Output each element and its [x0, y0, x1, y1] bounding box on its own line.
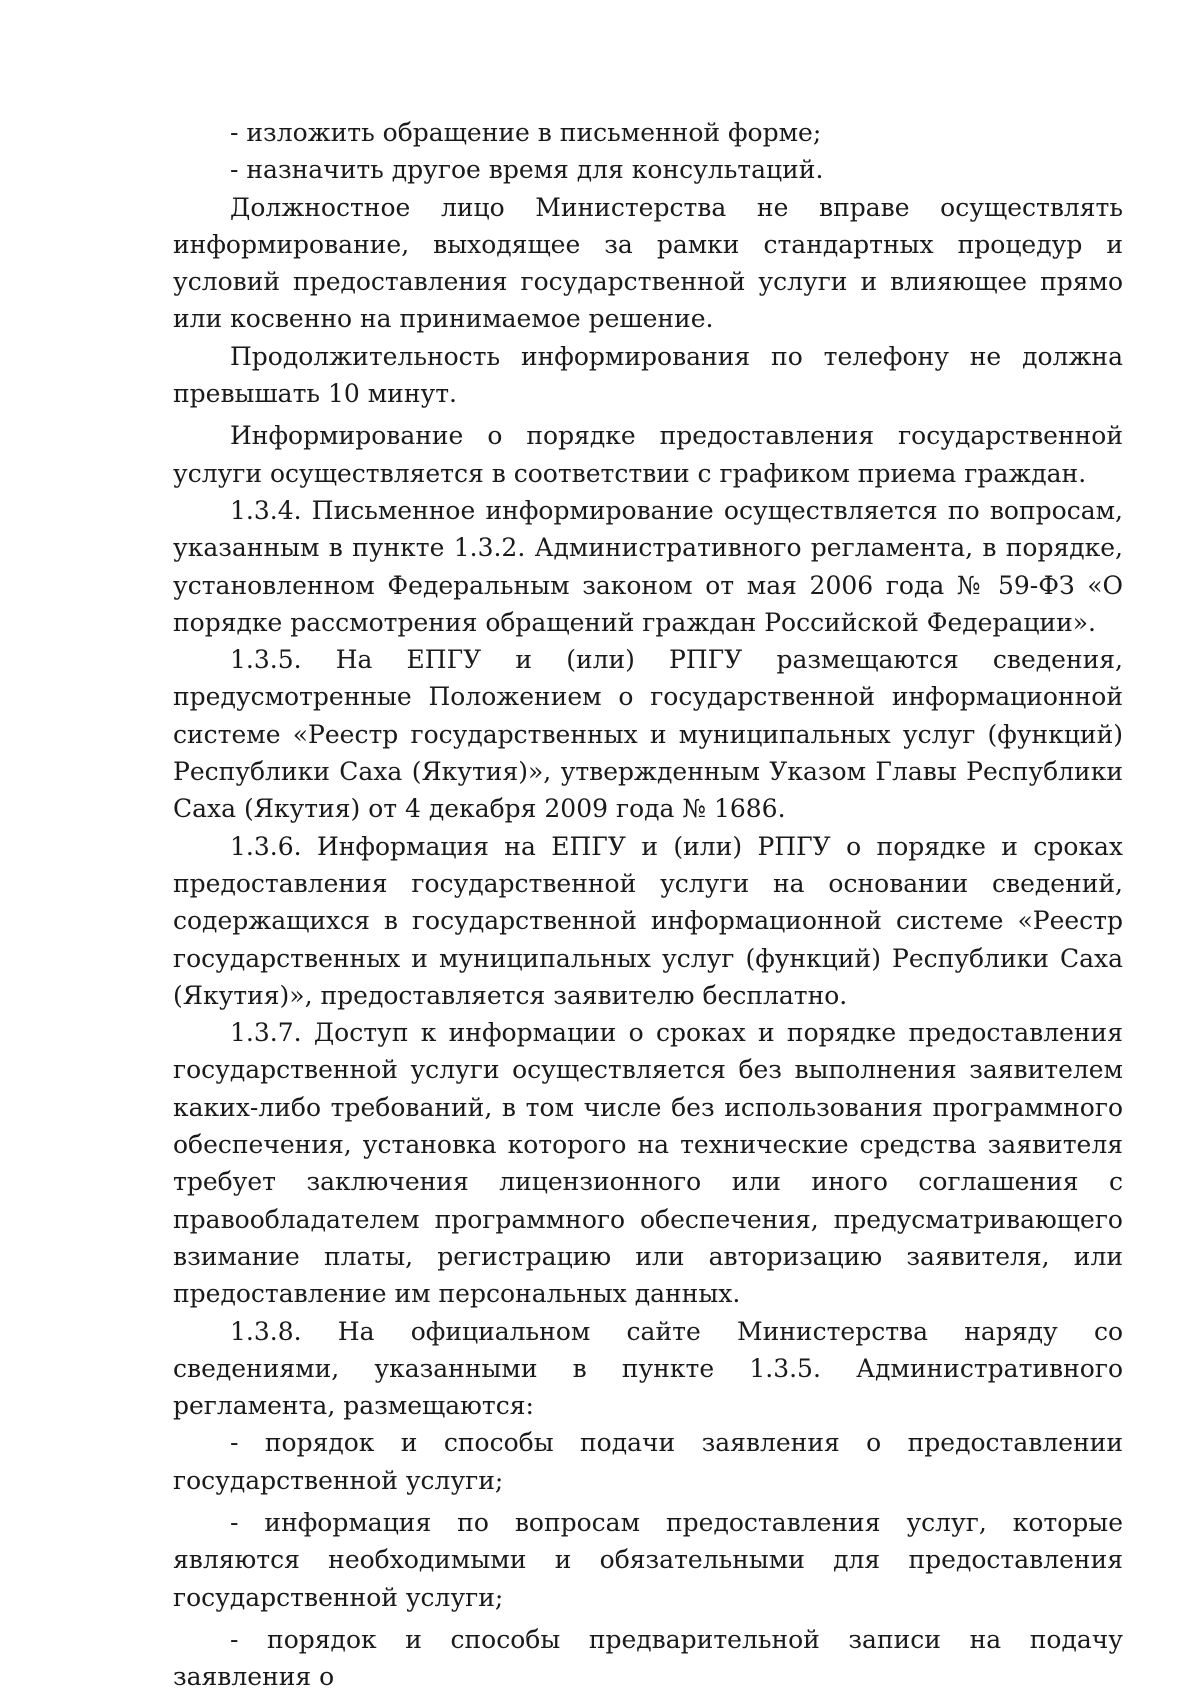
paragraph-1-3-7: 1.3.7. Доступ к информации о сроках и порядке предоставления государственной услуги осуществляется без выполнения заявителем каких-либо требований, в том числе без использования программного обеспечения, установка которого на технические средства заявителя требует заключения лицензионного или иного соглашения с правообладателем программного обеспечения, предусматривающего взимание платы, регистрацию или авторизацию заявителя, или предоставление им персональных данных.: [173, 1018, 1123, 1309]
paragraph-written-form: - изложить обращение в письменной форме;: [230, 118, 822, 147]
list-item-required-services: - информация по вопросам предоставления услуг, которые являются необходимыми и обязательными для предоставления государственной услуги;: [173, 1507, 1123, 1612]
paragraph-1-3-6: 1.3.6. Информация на ЕПГУ и (или) РПГУ о порядке и сроках предоставления государственной услуги на основании сведений, содержащихся в государственной информационной системе «Реестр государственных и муниципальных услуг (функций) Республики Саха (Якутия)», предоставляется заявителю бесплатно.: [173, 831, 1123, 1010]
list-item-submission-methods: - порядок и способы подачи заявления о предоставлении государственной услуги;: [173, 1428, 1123, 1495]
paragraph-schedule: Информирование о порядке предоставления государственной услуги осуществляется в соответствии с графиком приема граждан.: [173, 421, 1123, 488]
list-item-preliminary-registration: - порядок и способы предварительной записи на подачу заявления о: [173, 1624, 1123, 1692]
paragraph-official-restriction: Должностное лицо Министерства не вправе осуществлять информирование, выходящее за рамки стандартных процедур и условий предоставления государственной услуги и влияющее прямо или косвенно на принимаемое решение.: [173, 192, 1123, 334]
paragraph-1-3-5: 1.3.5. На ЕПГУ и (или) РПГУ размещаются сведения, предусмотренные Положением о государственной информационной системе «Реестр государственных и муниципальных услуг (функций) Республики Саха (Якутия)», утвержденным Указом Главы Республики Саха (Якутия) от 4 декабря 2009 года № 1686.: [173, 645, 1123, 824]
paragraph-1-3-8: 1.3.8. На официальном сайте Министерства наряду со сведениями, указанными в пункте 1.3.5. Административного регламента, размещаются:: [173, 1316, 1123, 1421]
paragraph-phone-duration: Продолжительность информирования по телефону не должна превышать 10 минут.: [173, 341, 1123, 409]
paragraph-1-3-4: 1.3.4. Письменное информирование осуществляется по вопросам, указанным в пункте 1.3.2. Административного регламента, в порядке, установленном Федеральным законом от мая 2006 года № 59-ФЗ «О порядке рассмотрения обращений граждан Российской Федерации».: [173, 495, 1123, 637]
paragraph-other-time: - назначить другое время для консультаций.: [230, 155, 824, 185]
document-page: [173, 114, 1123, 1695]
